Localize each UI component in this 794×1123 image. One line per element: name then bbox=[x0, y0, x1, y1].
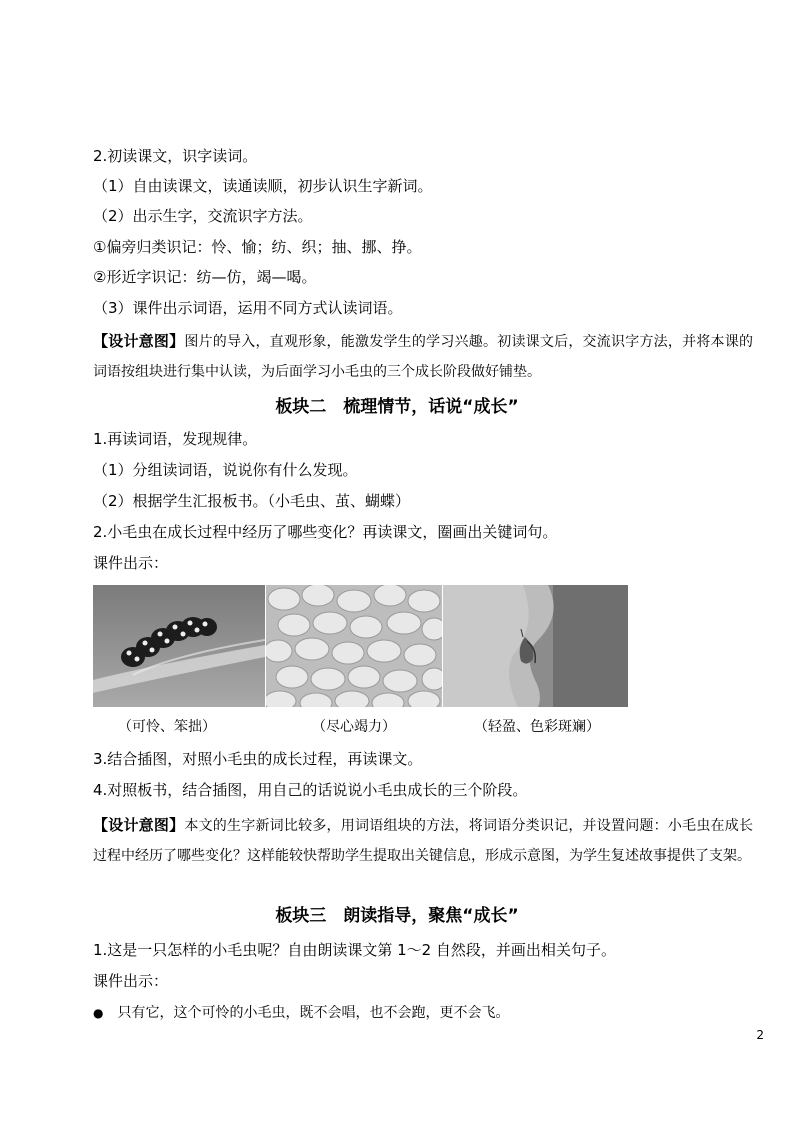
caption-butterfly: （轻盈、色彩斑斓） bbox=[474, 719, 600, 735]
bullet-sentence bbox=[93, 1003, 509, 1023]
caption-cocoon: （尽心竭力） bbox=[312, 719, 396, 735]
item-2-first-reading: 2.初读课文，识字读词。 bbox=[93, 147, 258, 165]
item-4-retell: 4.对照板书，结合插图，用自己的话说说小毛虫成长的三个阶段。 bbox=[93, 781, 528, 799]
butterfly-photo bbox=[443, 585, 628, 707]
design-intent-2 bbox=[93, 810, 753, 871]
design-intent-tag: 【设计意图】 bbox=[93, 816, 185, 834]
bullet-dot-icon: ● bbox=[93, 1006, 104, 1020]
design-intent-text: 本文的生字新词比较多，用词语组块的方法，将词语分类识记，并设置问题：小毛虫在成长过程中经历了哪些变化？这样能较快帮助学生提取出关键信息，形成示意图，为学生复述故事提供了支架。 bbox=[93, 818, 753, 864]
caption-caterpillar: （可怜、笨拙） bbox=[118, 719, 216, 735]
sub-item-board: （2）根据学生汇报板书。（小毛虫、茧、蝴蝶） bbox=[93, 492, 411, 510]
item-3-reread-with-pictures: 3.结合插图，对照小毛虫的成长过程，再读课文。 bbox=[93, 750, 423, 768]
courseware-label-3: 课件出示： bbox=[93, 972, 169, 990]
item-1-reread: 1.再读词语，发现规律。 bbox=[93, 430, 258, 448]
design-intent-1 bbox=[93, 326, 753, 387]
method-radical: ①偏旁归类识记：怜、愉；纺、织；抽、挪、挣。 bbox=[93, 238, 422, 256]
item-1-what-kind-caterpillar: 1.这是一只怎样的小毛虫呢？自由朗读课文第 1～2 自然段，并画出相关句子。 bbox=[93, 941, 616, 959]
method-similar-chars: ②形近字识记：纺—仿，竭—喝。 bbox=[93, 268, 317, 286]
sub-item-1: （1）自由读课文，读通读顺，初步认识生字新词。 bbox=[93, 177, 433, 195]
cocoon-photo bbox=[266, 585, 442, 707]
design-intent-text: 图片的导入，直观形象，能激发学生的学习兴趣。初读课文后，交流识字方法，并将本课的词语按组块进行集中认读，为后面学习小毛虫的三个成长阶段做好铺垫。 bbox=[93, 334, 753, 380]
design-intent-tag: 【设计意图】 bbox=[93, 332, 185, 350]
sub-item-group-read: （1）分组读词语，说说你有什么发现。 bbox=[93, 461, 358, 479]
courseware-label: 课件出示： bbox=[93, 554, 169, 572]
sub-item-2: （2）出示生字，交流识字方法。 bbox=[93, 207, 313, 225]
caterpillar-photo bbox=[93, 585, 265, 707]
page-number: 2 bbox=[756, 1028, 764, 1042]
bullet-text: 只有它，这个可怜的小毛虫，既不会唱，也不会跑，更不会飞。 bbox=[117, 1005, 510, 1021]
sub-item-3: （3）课件出示词语，运用不同方式认读词语。 bbox=[93, 299, 403, 317]
item-2-changes: 2.小毛虫在成长过程中经历了哪些变化？再读课文，圈画出关键词句。 bbox=[93, 523, 558, 541]
section-heading-2: 板块二 梳理情节，话说“成长” bbox=[275, 397, 519, 417]
section-heading-3: 板块三 朗读指导，聚焦“成长” bbox=[275, 906, 519, 926]
